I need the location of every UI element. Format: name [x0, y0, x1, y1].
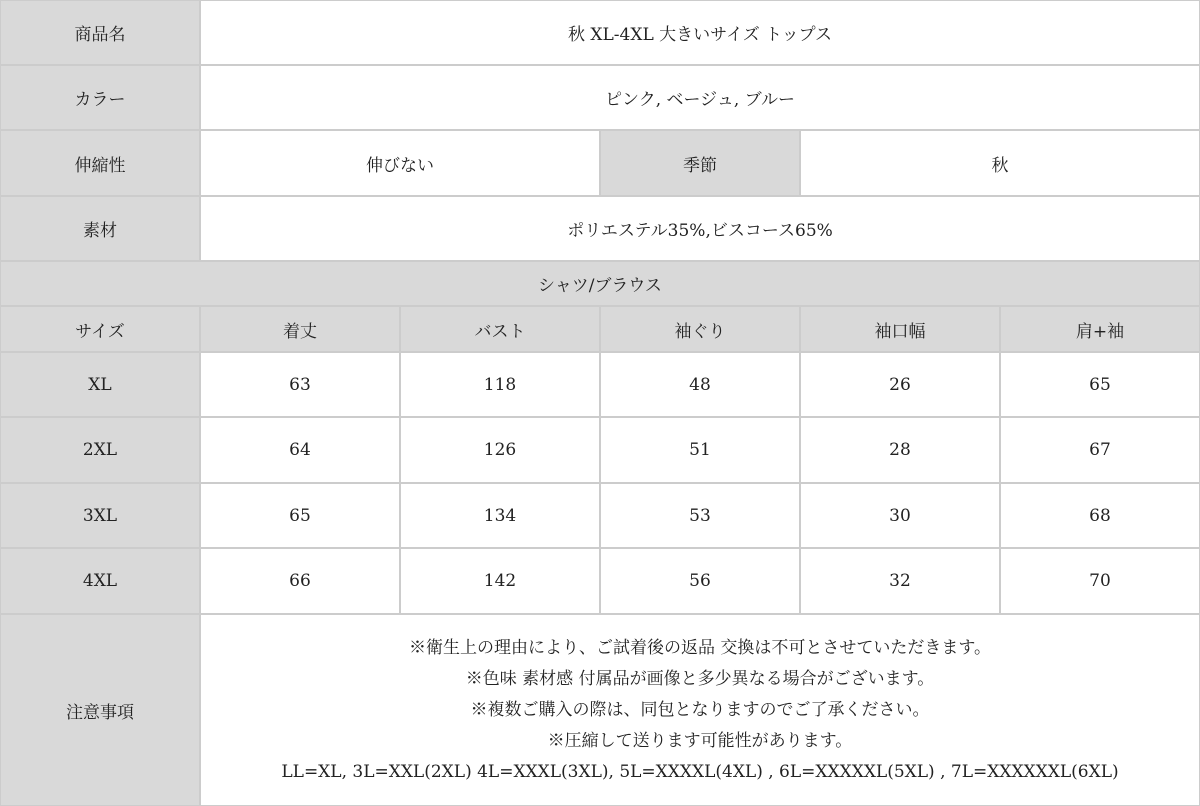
- note-line: ※複数ご購入の際は、同包となりますのでご了承ください。: [470, 699, 930, 720]
- value-cell: 51: [601, 418, 799, 482]
- note-line: ※圧縮して送ります可能性があります。: [547, 730, 853, 751]
- note-line: ※色味 素材感 付属品が画像と多少異なる場合がございます。: [465, 668, 935, 689]
- value-cell: 56: [601, 549, 799, 613]
- material-label: 素材: [1, 197, 199, 260]
- size-cell: 2XL: [1, 418, 199, 482]
- value-cell: 66: [201, 549, 399, 613]
- value-cell: 67: [1001, 418, 1199, 482]
- value-cell: 48: [601, 353, 799, 416]
- value-cell: 68: [1001, 484, 1199, 547]
- season-label: 季節: [601, 131, 799, 195]
- value-cell: 28: [801, 418, 999, 482]
- size-cell: 3XL: [1, 484, 199, 547]
- value-cell: 118: [401, 353, 599, 416]
- value-cell: 32: [801, 549, 999, 613]
- size-cell: 4XL: [1, 549, 199, 613]
- value-cell: 134: [401, 484, 599, 547]
- notes-content: [201, 615, 1199, 805]
- value-cell: 26: [801, 353, 999, 416]
- value-cell: 70: [1001, 549, 1199, 613]
- product-name-value: 秋 XL-4XL 大きいサイズ トップス: [201, 1, 1199, 64]
- color-value: ピンク, ベージュ, ブルー: [201, 66, 1199, 129]
- size-cell: XL: [1, 353, 199, 416]
- note-line: ※衛生上の理由により、ご試着後の返品 交換は不可とさせていただきます。: [408, 637, 992, 658]
- size-conversion-line: LL=XL, 3L=XXL(2XL) 4L=XXXL(3XL), 5L=XXXXL(4XL) , 6L=XXXXXL(5XL) , 7L=XXXXXXL(6XL): [281, 761, 1119, 782]
- value-cell: 65: [201, 484, 399, 547]
- notes-label: 注意事項: [1, 615, 199, 805]
- size-table-title: シャツ/ブラウス: [1, 262, 1199, 305]
- header-cuff-width: 袖口幅: [801, 307, 999, 351]
- material-value: ポリエステル35%,ビスコース65%: [201, 197, 1199, 260]
- header-bust: バスト: [401, 307, 599, 351]
- value-cell: 64: [201, 418, 399, 482]
- header-armhole: 袖ぐり: [601, 307, 799, 351]
- season-value: 秋: [801, 131, 1199, 195]
- header-size: サイズ: [1, 307, 199, 351]
- product-name-label: 商品名: [1, 1, 199, 64]
- value-cell: 63: [201, 353, 399, 416]
- color-label: カラー: [1, 66, 199, 129]
- value-cell: 142: [401, 549, 599, 613]
- header-length: 着丈: [201, 307, 399, 351]
- value-cell: 30: [801, 484, 999, 547]
- value-cell: 126: [401, 418, 599, 482]
- value-cell: 53: [601, 484, 799, 547]
- value-cell: 65: [1001, 353, 1199, 416]
- stretch-label: 伸縮性: [1, 131, 199, 195]
- stretch-value: 伸びない: [201, 131, 599, 195]
- header-shoulder-sleeve: 肩+袖: [1001, 307, 1199, 351]
